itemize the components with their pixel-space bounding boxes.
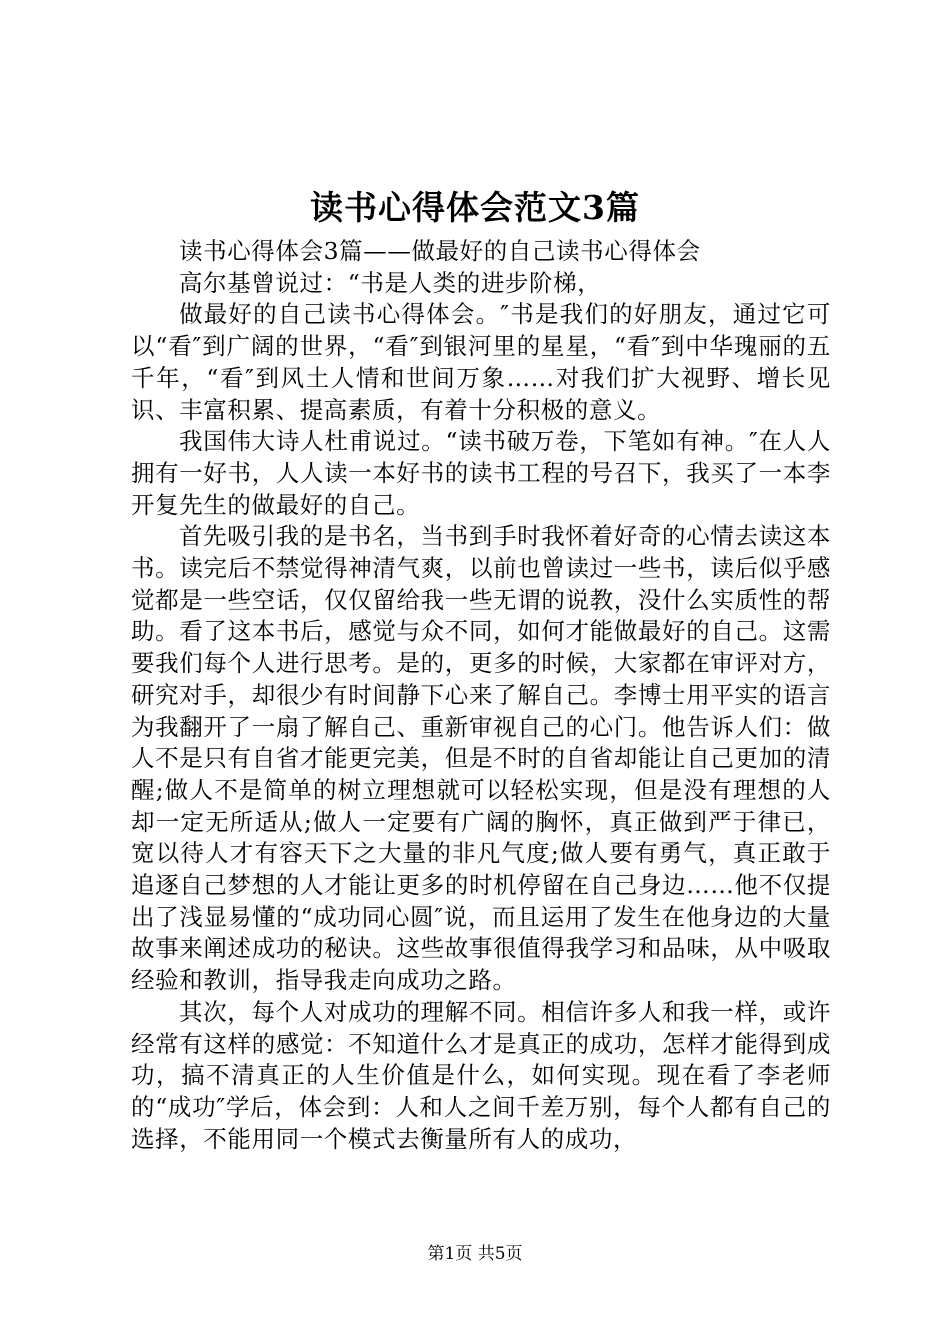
document-title: 读书心得体会范文3篇	[310, 188, 640, 227]
document-body	[131, 236, 831, 1155]
paragraph: 读书心得体会3篇——做最好的自己读书心得体会	[179, 237, 701, 265]
paragraph: 做最好的自己读书心得体会。″书是我们的好朋友，通过它可以“看″到广阔的世界，“看″到银河里的星星，“看″到中华瑰丽的五千年，“看″到风土人情和世间万象……对我们扩大视野、增长见识、丰富积累、提高素质，有着十分积极的意义。	[131, 300, 831, 424]
paragraph: 其次，每个人对成功的理解不同。相信许多人和我一样，或许经常有这样的感觉：不知道什么才是真正的成功，怎样才能得到成功，搞不清真正的人生价值是什么，如何实现。现在看了李老师的“成功″学后，体会到：人和人之间千差万别，每个人都有自己的选择，不能用同一个模式去衡量所有人的成功，	[131, 997, 831, 1153]
paragraph: 高尔基曾说过：“书是人类的进步阶梯，	[179, 268, 602, 297]
paragraph: 我国伟大诗人杜甫说过。“读书破万卷，下笔如有神。″在人人拥有一好书，人人读一本好书的读书工程的号召下，我买了一本李开复先生的做最好的自己。	[131, 427, 831, 519]
paragraph: 首先吸引我的是书名，当书到手时我怀着好奇的心情去读这本书。读完后不禁觉得神清气爽，以前也曾读过一些书，读后似乎感觉都是一些空话，仅仅留给我一些无谓的说教，没什么实质性的帮助。看了这本书后，感觉与众不同，如何才能做最好的自己。这需要我们每个人进行思考。是的，更多的时候，大家都在审评对方，研究对手，却很少有时间静下心来了解自己。李博士用平实的语言为我翻开了一扇了解自己、重新审视自己的心门。他告诉人们：做人不是只有自省才能更完美，但是不时的自省却能让自己更加的清醒;做人不是简单的树立理想就可以轻松实现，但是没有理想的人却一定无所适从;做人一定要有广阔的胸怀，真正做到严于律已，宽以待人才有容天下之大量的非凡气度;做人要有勇气，真正敢于追逐自己梦想的人才能让更多的时机停留在自己身边……他不仅提出了浅显易懂的“成功同心圆″说，而且运用了发生在他身边的大量故事来阐述成功的秘诀。这些故事很值得我学习和品味，从中吸取经验和教训，指导我走向成功之路。	[131, 522, 831, 995]
page-footer: 第1页 共5页	[427, 1244, 523, 1264]
